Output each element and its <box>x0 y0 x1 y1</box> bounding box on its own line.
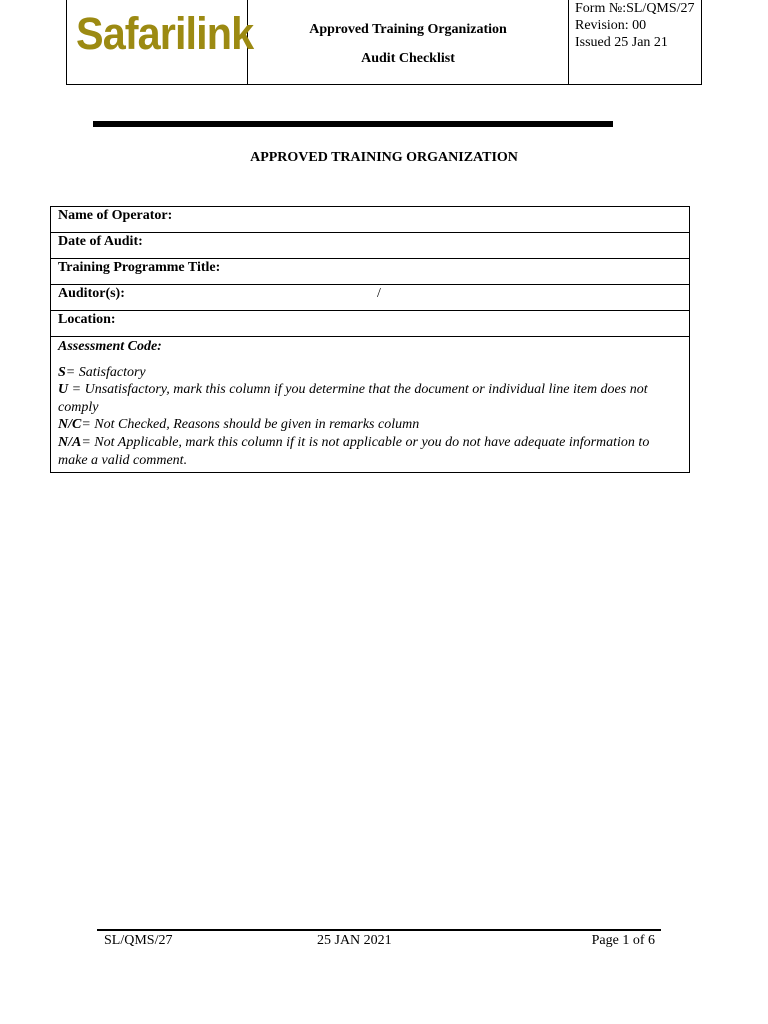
code-desc: Not Checked, Reasons should be given in remarks column <box>94 417 420 433</box>
document-header <box>66 0 702 85</box>
logo-cell <box>67 0 254 84</box>
code-sep: = <box>81 434 95 450</box>
footer-date: 25 JAN 2021 <box>317 933 392 948</box>
code-key: N/C <box>58 417 82 433</box>
footer-form-code: SL/QMS/27 <box>104 933 173 948</box>
row-label: Date of Audit: <box>58 234 143 249</box>
header-title-line1: Approved Training Organization <box>309 21 507 37</box>
code-entry <box>58 434 682 469</box>
form-number: Form №:SL/QMS/27 <box>575 1 695 16</box>
row-training-programme-title[interactable] <box>51 259 689 285</box>
code-sep: = <box>65 364 79 380</box>
row-auditors[interactable] <box>51 285 689 311</box>
form-metadata <box>569 0 701 84</box>
revision: Revision: 00 <box>575 18 647 33</box>
header-divider <box>93 121 613 127</box>
header-title-line2: Audit Checklist <box>361 50 455 66</box>
code-desc: Not Applicable, mark this column if it is not applicable or you do not have adequate information to make a valid comment. <box>58 434 650 468</box>
code-key: U <box>58 382 69 398</box>
code-sep: = <box>68 382 85 398</box>
row-label: Training Programme Title: <box>58 260 221 275</box>
row-location[interactable] <box>51 311 689 337</box>
row-label: Location: <box>58 312 116 327</box>
page-title: APPROVED TRAINING ORGANIZATION <box>250 150 518 165</box>
code-key: N/A <box>58 434 82 450</box>
code-key: S <box>58 364 66 380</box>
audit-info-table <box>50 206 690 473</box>
auditor-separator: / <box>377 286 381 301</box>
footer-page-number: Page 1 of 6 <box>591 933 655 948</box>
row-label: Auditor(s): <box>58 286 125 301</box>
code-entry <box>58 416 682 434</box>
code-desc: Unsatisfactory, mark this column if you determine that the document or individual line item does not comply <box>58 382 648 415</box>
code-entry <box>58 381 682 416</box>
code-entry <box>58 364 682 382</box>
row-label: Name of Operator: <box>58 208 173 223</box>
row-date-of-audit[interactable] <box>51 233 689 259</box>
code-desc: Satisfactory <box>78 364 146 380</box>
row-name-of-operator[interactable] <box>51 207 689 233</box>
header-title <box>248 0 569 84</box>
issue-date: Issued 25 Jan 21 <box>575 35 668 50</box>
assessment-code-section <box>51 337 689 472</box>
code-sep: = <box>81 417 95 433</box>
assessment-code-title: Assessment Code: <box>58 339 162 354</box>
page-footer <box>97 929 661 953</box>
safarilink-logo: Safarilink <box>76 8 254 59</box>
